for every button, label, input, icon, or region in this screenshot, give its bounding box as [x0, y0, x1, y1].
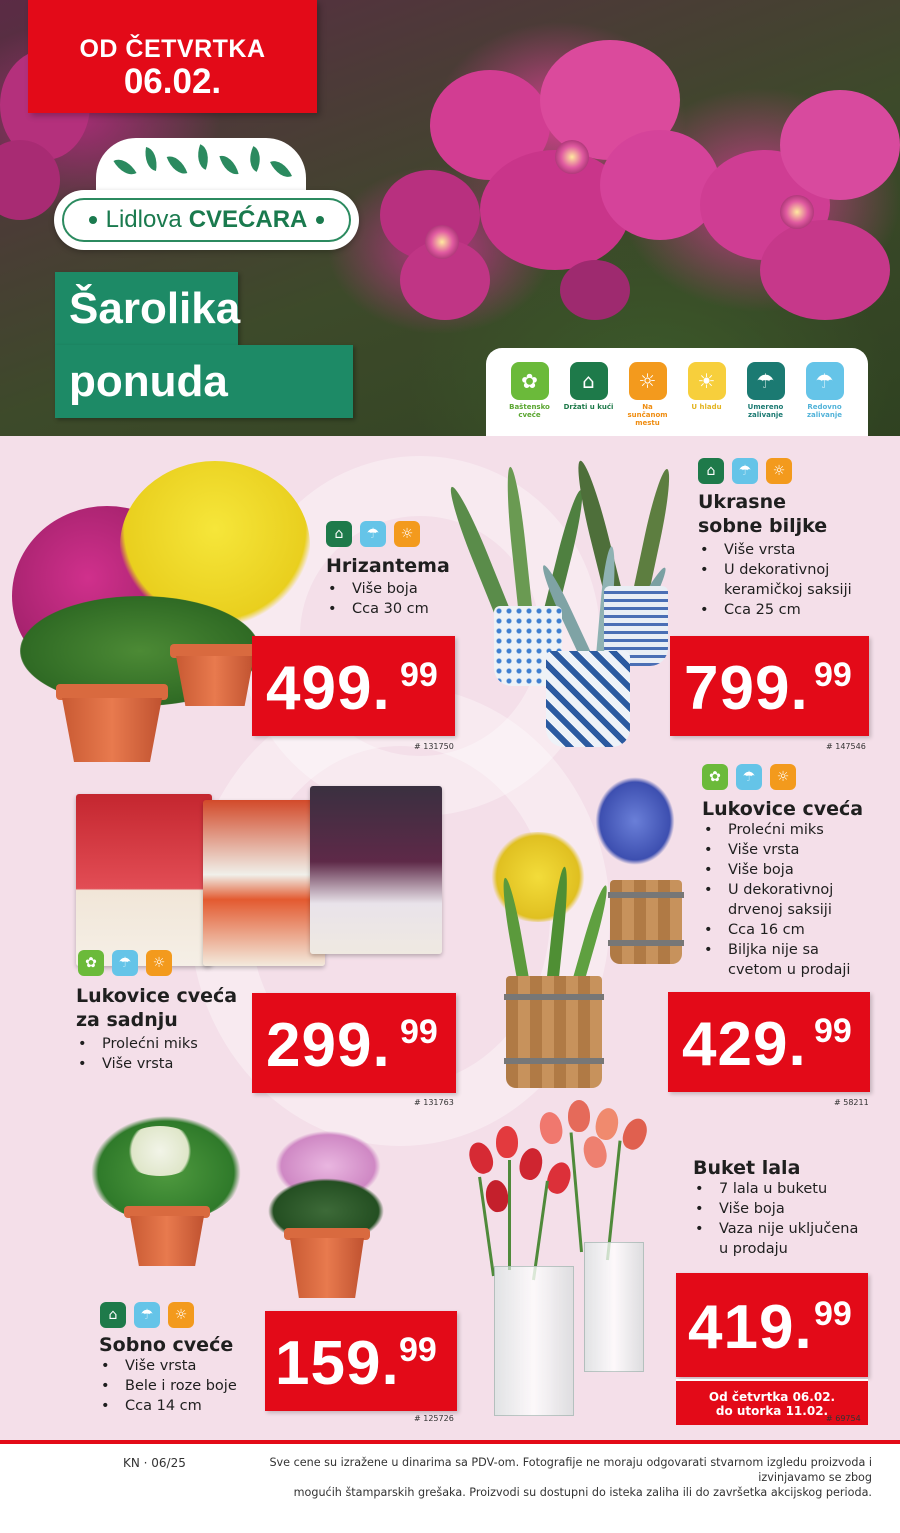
garden-flower-icon: ✿: [511, 362, 549, 400]
product-title: Hrizantema: [326, 555, 450, 577]
price-tag: 799. 99: [670, 636, 869, 736]
orchid-center: [425, 225, 459, 259]
care-legend: [486, 348, 868, 436]
sun-icon: ☼: [394, 521, 420, 547]
product-features: • Više vrsta • Bele i roze boje • Cca 14 cm: [99, 1356, 237, 1416]
garden-flower-icon: ✿: [702, 764, 728, 790]
shade-icon: ☀: [688, 362, 726, 400]
product-features: • Prolećni miks • Više vrsta: [76, 1034, 198, 1074]
orchid-bud: [560, 260, 630, 320]
bulb-packet-image: [76, 794, 212, 966]
legend-moderate-water: ☂ Umereno zalivanje: [741, 362, 791, 436]
watering-can-light-icon: ☂: [112, 950, 138, 976]
watering-can-light-icon: ☂: [360, 521, 386, 547]
date-badge: [28, 0, 317, 113]
house-icon: ⌂: [326, 521, 352, 547]
legend-regular-water: ☂ Redovno zalivanje: [800, 362, 850, 436]
orchid-center: [555, 140, 589, 174]
legend-garden: ✿ Baštensko cveće: [505, 362, 555, 436]
price-tag: 299. 99: [252, 993, 456, 1093]
product-title: Buket lala: [693, 1157, 801, 1179]
watering-can-light-icon: ☂: [134, 1302, 160, 1328]
price-tag: 429. 99: [668, 992, 870, 1092]
price-tag: 419. 99: [676, 1273, 868, 1377]
legend-sun: ☼ Na sunčanom mestu: [623, 362, 673, 436]
product-features: • 7 lala u buketu • Više boja • Vaza nije uključena u prodaju: [693, 1179, 858, 1259]
sku: # 131750: [414, 742, 454, 751]
sku: # 69754: [826, 1414, 861, 1423]
leaf-icon: [142, 147, 160, 171]
footer-divider: [0, 1440, 900, 1444]
sun-icon: ☼: [168, 1302, 194, 1328]
sku: # 147546: [826, 742, 866, 751]
leaf-icon: [270, 156, 292, 182]
sku: # 58211: [834, 1098, 869, 1107]
garden-flower-icon: ✿: [78, 950, 104, 976]
price-tag: 159. 99: [265, 1311, 457, 1411]
orchid-petal: [600, 130, 720, 240]
product-title: Lukovice cveća za sadnju: [76, 985, 238, 1031]
legal-disclaimer: Sve cene su izražene u dinarima sa PDV-om. Fotografije ne moraju odgovarati stvarnom izgledu proizvoda i izvinjavamo se zbog mogućih štamparskih grešaka. Proizvodi su dostupni do isteka zaliha ili do završetka akcijskog perioda.: [269, 1456, 872, 1499]
headline-line1: Šarolika: [55, 272, 238, 345]
watering-can-light-icon: ☂: [806, 362, 844, 400]
legend-indoor: ⌂ Držati u kući: [564, 362, 614, 436]
product-title: Lukovice cveća: [702, 798, 864, 820]
watering-can-icon: ☂: [747, 362, 785, 400]
headline-line2: ponuda: [55, 345, 353, 418]
sku: # 125726: [414, 1414, 454, 1423]
logo-text-right: CVEĆARA: [188, 206, 308, 233]
price-tag: 499. 99: [252, 636, 455, 736]
leaf-icon: [193, 144, 214, 169]
validity-period: Od četvrtka 06.02. do utorka 11.02.: [676, 1379, 868, 1425]
product-features: • Više vrsta • U dekorativnoj keramičkoj saksiji • Cca 25 cm: [698, 540, 852, 620]
leaf-icon: [219, 153, 238, 178]
sku: # 131763: [414, 1098, 454, 1107]
leaf-icon: [113, 154, 136, 180]
orchid-center: [780, 195, 814, 229]
orchid-petal: [780, 90, 900, 200]
sun-icon: ☼: [770, 764, 796, 790]
catalog-code: KN · 06/25: [123, 1456, 186, 1470]
hero-banner: [0, 0, 900, 436]
house-icon: ⌂: [698, 458, 724, 484]
sun-icon: ☼: [146, 950, 172, 976]
sun-icon: ☼: [766, 458, 792, 484]
leaf-icon: [167, 152, 188, 177]
offers-section: [0, 436, 900, 1440]
product-features: • Više boja • Cca 30 cm: [326, 579, 429, 619]
watering-can-light-icon: ☂: [736, 764, 762, 790]
date-badge-line1: OD ČETVRTKA: [79, 35, 266, 63]
date-badge-line2: 06.02.: [123, 62, 222, 101]
narcissus-image: [478, 832, 598, 922]
sun-icon: ☼: [629, 362, 667, 400]
house-icon: ⌂: [570, 362, 608, 400]
tulip-image: [465, 1139, 497, 1177]
leaf-icon: [244, 146, 266, 172]
product-features: • Prolećni miks • Više vrsta • Više boja • U dekorativnoj drvenoj saksiji • Cca 16 cm • Biljka nije sa cvetom u prodaji: [702, 820, 850, 980]
product-title: Ukrasne sobne biljke: [698, 491, 828, 537]
legend-shade: ☀ U hladu: [682, 362, 732, 436]
watering-can-light-icon: ☂: [732, 458, 758, 484]
logo-vine: [96, 138, 306, 198]
lidl-cvecara-logo: [54, 190, 359, 250]
house-icon: ⌂: [100, 1302, 126, 1328]
logo-text-left: Lidlova: [105, 206, 182, 233]
product-title: Sobno cveće: [99, 1334, 234, 1356]
orchid-petal: [760, 220, 890, 320]
